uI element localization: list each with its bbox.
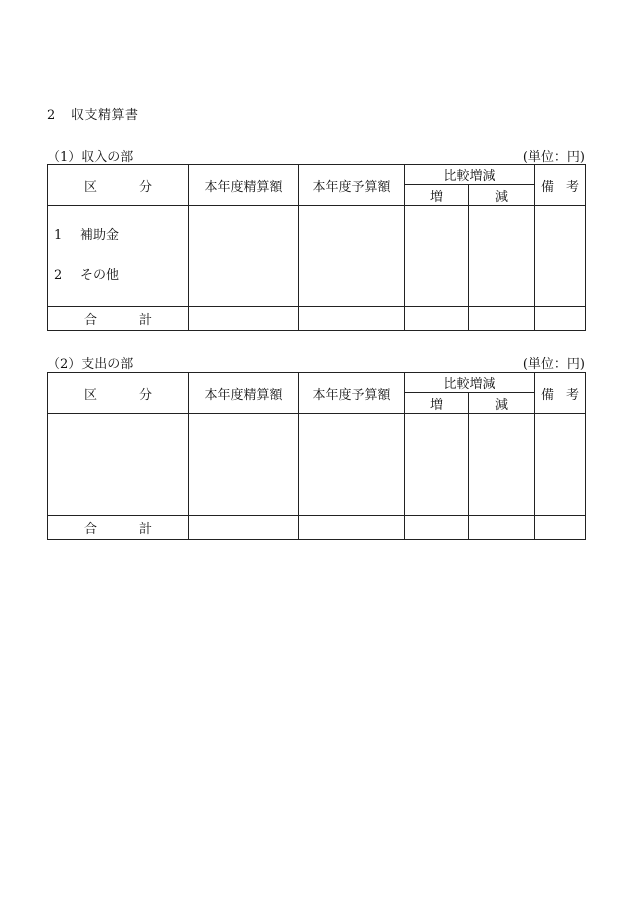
expense-section-header (47, 353, 585, 371)
expense-remarks-cell (535, 414, 586, 516)
income-item: 2 その他 (54, 268, 120, 283)
income-remarks-cell (535, 206, 586, 307)
expense-items-cell (48, 414, 189, 516)
title-number: 2 (47, 108, 56, 123)
income-section-label: （1）収入の部 (47, 150, 134, 165)
expense-header-settled: 本年度精算額 (189, 373, 299, 414)
expense-total-decrease (469, 516, 535, 540)
expense-decrease-cell (469, 414, 535, 516)
expense-settled-cell (189, 414, 299, 516)
expense-header-decrease: 減 (469, 393, 535, 414)
expense-header-category: 区 分 (48, 373, 189, 414)
expense-increase-cell (405, 414, 469, 516)
income-total-increase (405, 307, 469, 331)
expense-total-label: 合 計 (48, 516, 189, 540)
income-decrease-cell (469, 206, 535, 307)
expense-header-budget: 本年度予算額 (299, 373, 405, 414)
income-table (47, 164, 586, 331)
income-header-budget: 本年度予算額 (299, 165, 405, 206)
income-header-category: 区 分 (48, 165, 189, 206)
expense-budget-cell (299, 414, 405, 516)
title-text: 収支精算書 (71, 108, 139, 123)
document-title (47, 104, 139, 123)
income-settled-cell (189, 206, 299, 307)
expense-header-compare: 比較増減 (405, 373, 535, 393)
income-budget-cell (299, 206, 405, 307)
income-items-cell (48, 206, 189, 307)
income-total-label: 合 計 (48, 307, 189, 331)
income-unit-label: (単位：円) (522, 150, 585, 165)
expense-total-increase (405, 516, 469, 540)
expense-section-label: （2）支出の部 (47, 357, 134, 372)
expense-unit-label: (単位：円) (522, 357, 585, 372)
expense-total-budget (299, 516, 405, 540)
income-total-decrease (469, 307, 535, 331)
income-header-remarks: 備 考 (535, 165, 586, 206)
income-header-compare: 比較増減 (405, 165, 535, 185)
expense-total-remarks (535, 516, 586, 540)
income-total-settled (189, 307, 299, 331)
income-section-header (47, 146, 585, 164)
expense-total-settled (189, 516, 299, 540)
income-total-remarks (535, 307, 586, 331)
expense-header-remarks: 備 考 (535, 373, 586, 414)
income-total-budget (299, 307, 405, 331)
income-item: 1 補助金 (54, 228, 120, 243)
income-increase-cell (405, 206, 469, 307)
income-header-increase: 増 (405, 185, 469, 206)
expense-header-increase: 増 (405, 393, 469, 414)
expense-table (47, 372, 586, 540)
income-header-settled: 本年度精算額 (189, 165, 299, 206)
income-header-decrease: 減 (469, 185, 535, 206)
